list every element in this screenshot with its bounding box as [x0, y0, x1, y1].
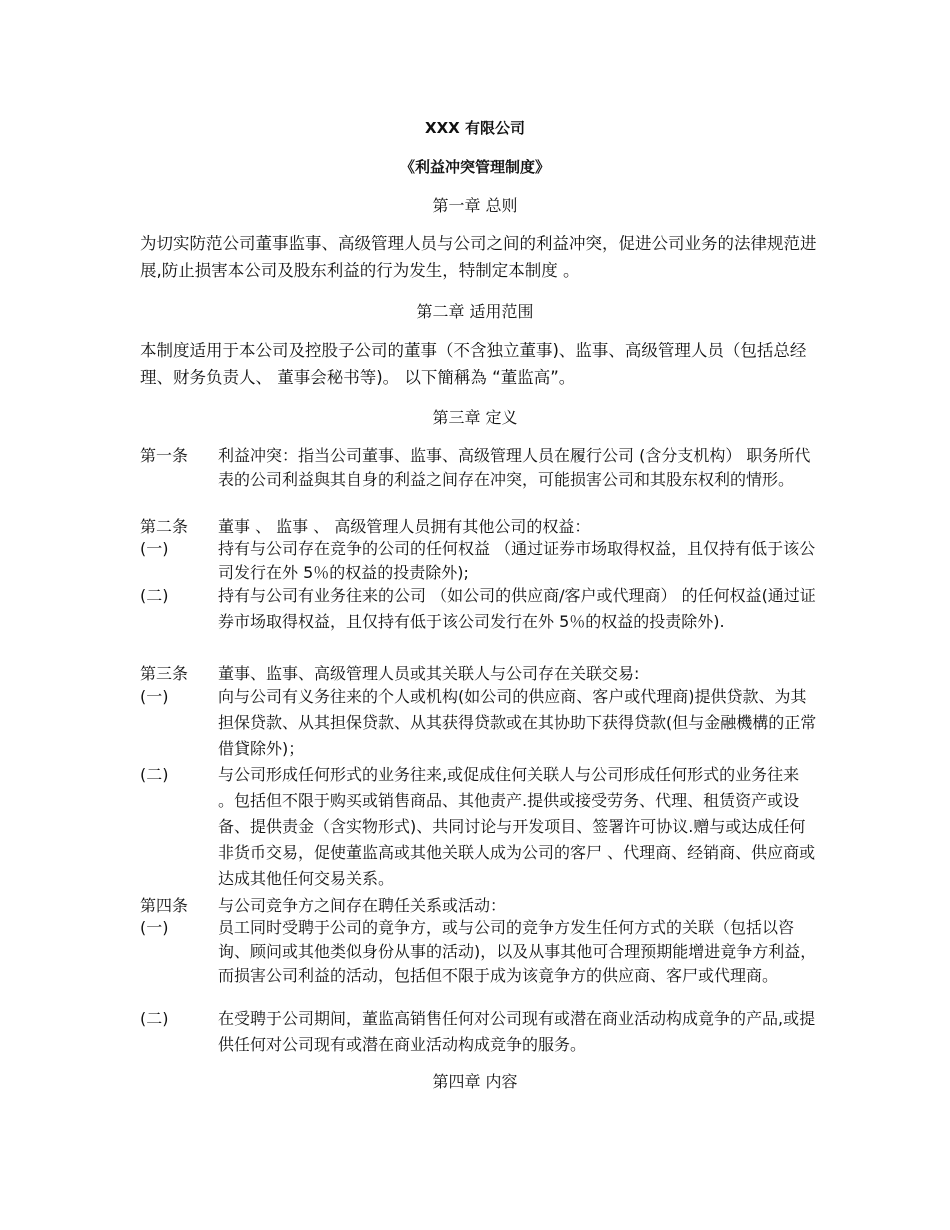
chapter-4-heading: 第四章 内容 — [432, 1072, 518, 1091]
company-name: XXX 有限公司 — [425, 119, 525, 137]
document-title: 《利益冲突管理制度》 — [399, 158, 550, 176]
clause-text: 持有与公司存在竞争的公司的任何权益 （通过证券市场取得权益，且仅持有低于该公司发行在外 5％的权益的投责除外); — [218, 539, 816, 582]
article-label: 第二条 — [140, 517, 189, 536]
article-label: 第三条 — [140, 664, 189, 683]
clause-text: 在受聘于公司期间，董监高销售任何对公司现有或潜在商业活动构成竟争的产品,或提供任何对公司现有或潜在商业活动构成竞争的服务。 — [218, 1009, 816, 1054]
chapter-1-body: 为切实防范公司董事监事、高级管理人员与公司之间的利益冲突，促进公司业务的法律规范进展,防止损害本公司及股东利益的行为发生，特制定本制度 。 — [140, 234, 817, 280]
article-text: 董事 、 监事 、 高级管理人员拥有其他公司的权益： — [218, 517, 591, 536]
chapter-3-heading: 第三章 定义 — [432, 408, 518, 427]
clause-label: (一) — [140, 539, 169, 558]
article-text: 与公司竞争方之间存在聘任关系或活动： — [218, 896, 507, 915]
clause-label: (二) — [140, 765, 169, 784]
clause-text: 员工同时受聘于公司的竟争方，或与公司的竞争方发生任何方式的关联（包括以咨询、顾问或其他类似身份从事的活动)，以及从事其他可合理预期能增进竟争方利益，而损害公司利益的活动，包括但不限于成为该竟争方的供应商、客尸或代理商。 — [218, 918, 817, 985]
article-text: 利益冲突：指当公司董事、监事、高级管理人员在履行公司 (含分支机构） 职务所代表的公司利益與其自身的利益之间存在冲突，可能损害公司和其股东权利的情形。 — [218, 446, 811, 489]
clause-text: 与公司形成任何形式的业务往来,或促成住何关联人与公司形成任何形式的业务往来 。包括但不限于购买或销售商品、其他责产.提供或接受劳务、代理、租赁资产或设备、提供责金（含实物形式)、共同讨论与开发项目、签署许可协议.赠与或达成任何非货币交易，促使董监高或其他关联人成为公司的客尸 、代理商、经销商、供应商或达成其他任何交易关系。 — [218, 765, 816, 888]
article-text: 董事、监事、高级管理人员或其关联人与公司存在关联交易: — [218, 664, 640, 683]
article-label: 第一条 — [140, 446, 189, 465]
clause-label: (一) — [140, 687, 169, 706]
chapter-2-body: 本制度适用于本公司及控股子公司的董事（不含独立董事)、监事、高级管理人员（包括总经理、财务负责人、 董事会秘书等)。 以下簡稱為 “董监高”。 — [140, 341, 807, 387]
clause-label: (二) — [140, 586, 169, 605]
article-label: 第四条 — [140, 896, 189, 915]
chapter-1-heading: 第一章 总则 — [432, 196, 518, 215]
clause-label: (二) — [140, 1009, 169, 1028]
chapter-2-heading: 第二章 适用范围 — [416, 302, 534, 321]
clause-text: 向与公司有义务往来的个人或机构(如公司的供应商、客户或代理商)提供贷款、为其担保贷款、从其担保贷款、从其获得贷款或在其协助下获得贷款(但与金融機構的正常借貸除外)； — [218, 687, 817, 758]
clause-text: 持有与公司有业务往来的公司 （如公司的供应商/客户或代理商） 的任何权益(通过证券市场取得权益，且仅持有低于该公司发行在外 5％的权益的投责除外). — [218, 586, 816, 631]
clause-label: (一) — [140, 918, 169, 937]
